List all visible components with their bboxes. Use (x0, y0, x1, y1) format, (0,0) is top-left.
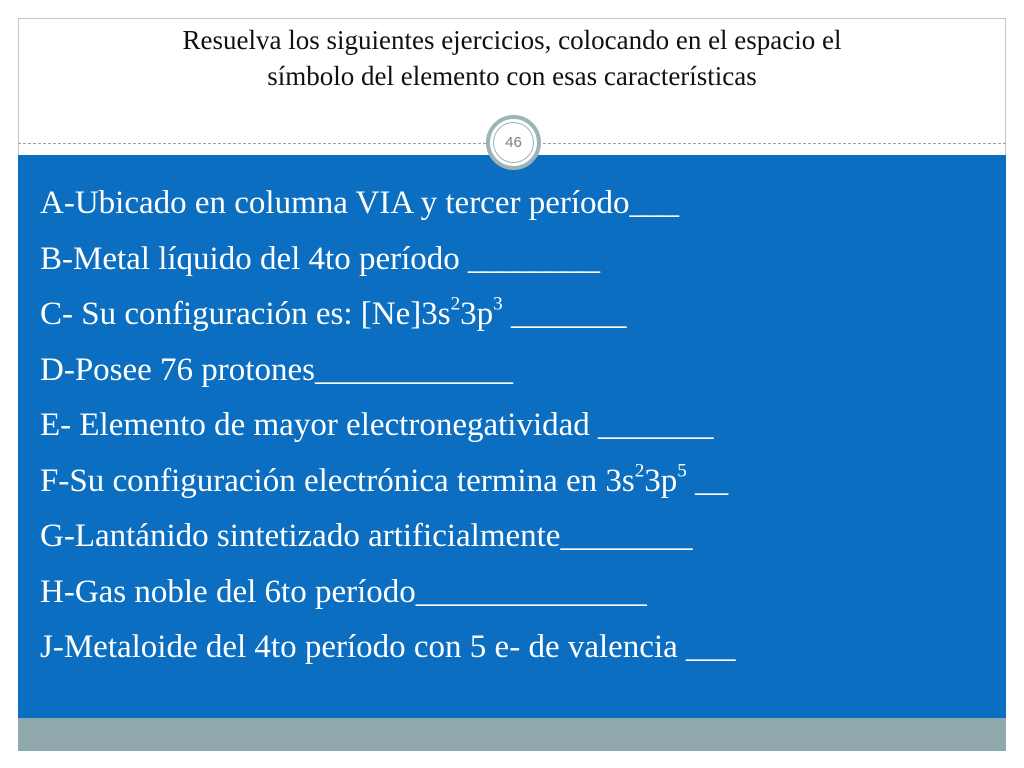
superscript-p: 3 (493, 293, 503, 315)
item-text-pre: F-Su configuración electrónica termina en 3s (40, 462, 635, 499)
superscript-s: 2 (450, 293, 461, 315)
superscript-p: 5 (677, 460, 687, 482)
exercise-item-j: J-Metaloide del 4to período con 5 e- de valencia ___ (40, 629, 736, 665)
page-number-badge (486, 115, 541, 170)
exercise-item-d: D-Posee 76 protones____________ (40, 351, 513, 388)
exercise-list (40, 178, 1000, 678)
item-text-pre: C- Su configuración es: [Ne]3s (40, 296, 451, 332)
exercise-item-h: H-Gas noble del 6to período______________ (40, 573, 647, 610)
slide-title (18, 22, 1006, 94)
item-text-mid: 3p (644, 462, 678, 499)
exercise-item-b: B-Metal líquido del 4to período ________ (40, 240, 601, 277)
item-text-post: _______ (502, 296, 627, 332)
item-text-mid: 3p (460, 296, 494, 332)
exercise-item-a: A-Ubicado en columna VIA y tercer período___ (40, 185, 680, 221)
title-line-1: Resuelva los siguientes ejercicios, colocando en el espacio el (182, 25, 842, 55)
superscript-s: 2 (634, 460, 645, 482)
exercise-item-f (40, 456, 1000, 512)
exercise-item-e: E- Elemento de mayor electronegatividad _______ (40, 407, 714, 443)
footer-bar (18, 718, 1006, 751)
exercise-item-g: G-Lantánido sintetizado artificialmente________ (40, 518, 693, 554)
title-line-2: símbolo del elemento con esas características (267, 61, 757, 91)
item-text-post: __ (686, 462, 729, 499)
page-number: 46 (493, 122, 534, 163)
exercise-item-c (40, 289, 1000, 345)
